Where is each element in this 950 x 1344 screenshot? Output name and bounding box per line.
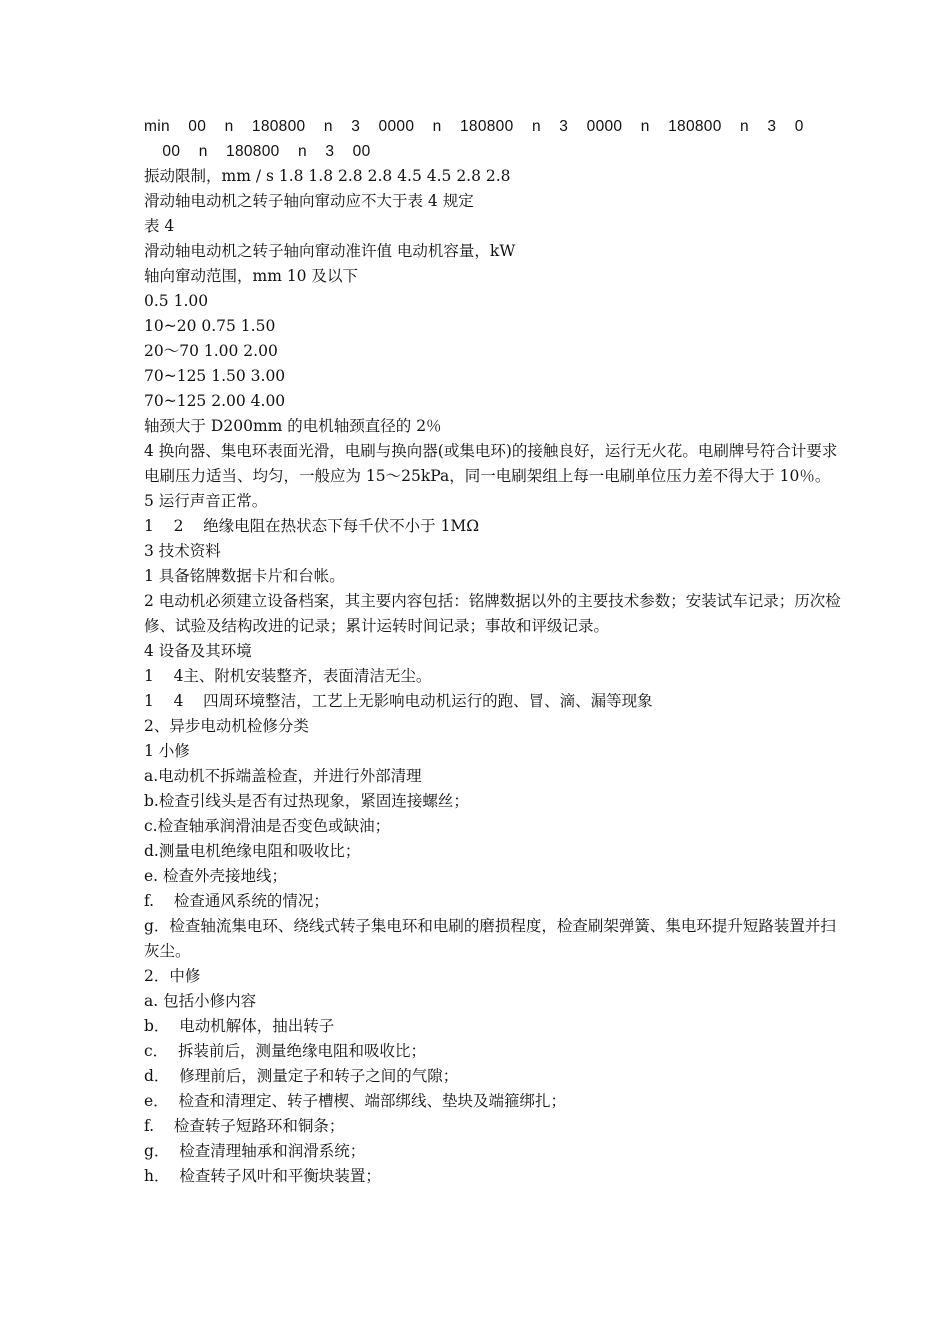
sound-normal: 5 运行声音正常。 xyxy=(144,492,268,510)
insulation-resistance: 1 2 绝缘电阻在热状态下每千伏不小于 1MΩ xyxy=(144,517,480,535)
list-item: a. 包括小修内容 xyxy=(144,992,257,1010)
list-item: b． 电动机解体，抽出转子 xyxy=(144,1017,335,1035)
section-heading: 1 小修 xyxy=(144,742,190,760)
section-heading: 4 设备及其环境 xyxy=(144,642,252,660)
vibration-limit: 振动限制，mm / s 1.8 1.8 2.8 2.8 4.5 4.5 2.8 2.8 xyxy=(144,167,511,185)
list-item: e． 检查和清理定、转子槽楔、端部绑线、垫块及端箍绑扎； xyxy=(144,1092,567,1110)
table-row: 0.5 1.00 xyxy=(144,292,209,310)
list-item: f. 检查通风系统的情况； xyxy=(144,892,329,910)
document-page xyxy=(144,114,844,1189)
list-item: e. 检查外壳接地线； xyxy=(144,867,288,885)
table-subheader: 轴向窜动范围，mm 10 及以下 xyxy=(144,267,358,285)
list-item: 1 具备铭牌数据卡片和台帐。 xyxy=(144,567,345,585)
commutator-paragraph: 4 换向器、集电环表面光滑，电刷与换向器(或集电环)的接触良好，运行无火花。电刷牌号符合计要求电刷压力适当、均匀，一般应为 15～25kPa，同一电刷架组上每一电刷单位压力差不得大于 10％。 xyxy=(144,442,838,485)
list-item: d． 修理前后，测量定子和转子之间的气隙； xyxy=(144,1067,459,1085)
list-item: b.检查引线头是否有过热现象，紧固连接螺丝； xyxy=(144,792,469,810)
table-header: 滑动轴电动机之转子轴向窜动准许值 电动机容量，kW xyxy=(144,242,516,260)
list-item: 1 4 四周环境整洁，工艺上无影响电动机运行的跑、冒、滴、漏等现象 xyxy=(144,692,653,710)
list-item: f. 检查转子短路环和铜条； xyxy=(144,1117,345,1135)
axial-play-rule: 滑动轴电动机之转子轴向窜动应不大于表 4 规定 xyxy=(144,192,474,210)
section-heading: 3 技术资料 xyxy=(144,542,221,560)
table-row: 20～70 1.00 2.00 xyxy=(144,342,278,360)
section-heading: 2．中修 xyxy=(144,967,201,985)
list-item: c.检查轴承润滑油是否变色或缺油； xyxy=(144,817,391,835)
section-heading: 2、异步电动机检修分类 xyxy=(144,717,309,735)
table-row: 10~20 0.75 1.50 xyxy=(144,317,276,335)
table-row: 70~125 1.50 3.00 xyxy=(144,367,286,385)
list-item: g． 检查清理轴承和润滑系统； xyxy=(144,1142,366,1160)
list-item: h． 检查转子风叶和平衡块装置； xyxy=(144,1167,381,1185)
table-label: 表 4 xyxy=(144,217,175,235)
speed-header-line-2: 00 n 180800 n 3 00 xyxy=(144,143,371,160)
archive-paragraph: 2 电动机必须建立设备档案，其主要内容包括：铭牌数据以外的主要技术参数；安装试车记录；历次检修、试验及结构改进的记录；累计运转时间记录；事故和评级记录。 xyxy=(144,592,841,635)
list-item: 1 4主、附机安装整齐，表面清洁无尘。 xyxy=(144,667,432,685)
list-item: g．检查轴流集电环、绕线式转子集电环和电刷的磨损程度，检查刷架弹簧、集电环提升短路装置并扫灰尘。 xyxy=(144,917,836,960)
journal-note: 轴颈大于 D200mm 的电机轴颈直径的 2％ xyxy=(144,417,442,435)
speed-header-line-1: min 00 n 180800 n 3 0000 n 180800 n 3 0000 n 180800 n 3 0 xyxy=(144,118,804,135)
list-item: c． 拆装前后，测量绝缘电阻和吸收比； xyxy=(144,1042,427,1060)
list-item: d.测量电机绝缘电阻和吸收比； xyxy=(144,842,361,860)
table-row: 70~125 2.00 4.00 xyxy=(144,392,286,410)
list-item: a.电动机不拆端盖检查，并进行外部清理 xyxy=(144,767,422,785)
